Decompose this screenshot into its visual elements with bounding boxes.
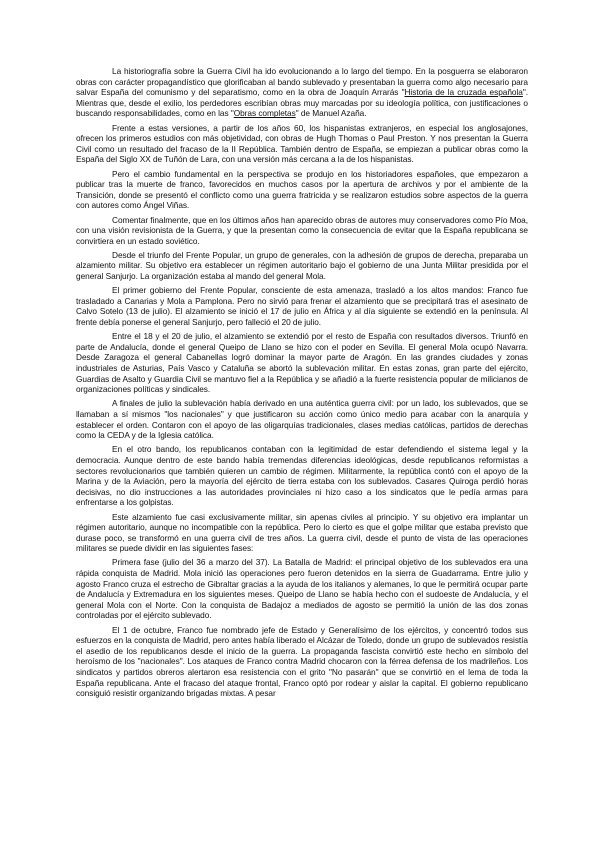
paragraph-military-phases: Este alzamiento fue casi exclusivamente militar, sin apenas civiles al principio. Y su objetivo era implantar un régimen autoritario, aunque no incompatible con la república. Pero lo cierto es que el golpe militar que estaba previsto que durase poco, se transformó en una guerra civil de tres años. La guerra civil, desde el punto de vista de las operaciones militares se puede dividir en las siguientes fases: [76, 511, 528, 554]
paragraph-uprising-spread: Entre el 18 y el 20 de julio, el alzamiento se extendió por el resto de España con resultados diversos. Triunfó en parte de Andalucía, donde el general Queipo de Llano se hizo con el poder en Sevilla. El general Mola ocupó Navarra. Desde Zaragoza el general Cabanellas logró dominar la mayor parte de Aragón. En las grandes ciudades y zonas industriales de Asturias, País Vasco y Cataluña se abortó la sublevación militar. En estas zonas, gran parte del ejército, Guardias de Asalto y Guardia Civil se mantuvo fiel a la República y se añadió a la fuerte resistencia popular de milicianos de organizaciones políticas y sindicales. [76, 331, 528, 395]
paragraph-historiography [76, 66, 528, 119]
paragraph-republicans: En el otro bando, los republicanos contaban con la legitimidad de estar defendiendo el sistema legal y la democracia. Aunque dentro de este bando había tremendas diferencias ideológicas, desde republicanos reformistas a sectores revolucionarios que también quieren un cambio de régimen. Militarmente, la república contó con el apoyo de la Marina y de la Aviación, pero la mayoría del ejército de tierra estaba con los sublevados. Casares Quiroga perdió horas decisivas, no dio instrucciones a las autoridades provinciales ni hizo caso a los sindicatos que le pedía armas para enfrentarse a los golpistas. [76, 444, 528, 508]
paragraph-1-text-b: ". Mientras que, desde el exilio, los perdedores escribían obras muy marcadas por su ideología política, con justificaciones o buscando responsabilidades, como en las " [76, 87, 528, 119]
paragraph-first-government: El primer gobierno del Frente Popular, consciente de esta amenaza, trasladó a los altos mandos: Franco fue trasladado a Canarias y Mola a Pamplona. Pero no sirvió para frenar el alzamiento que se precipitará tras el asesinato de Calvo Sotelo (13 de julio). El alzamiento se inició el 17 de julio en África y al día siguiente se extendió en la península. Al frente debía ponerse el general Sanjurjo, pero falleció el 20 de julio. [76, 285, 528, 328]
paragraph-hispanists: Frente a estas versiones, a partir de los años 60, los hispanistas extranjeros, en especial los anglosajones, ofrecen los primeros estudios con más objetividad, con obras de Hugh Thomas o Paul Preston. Y nos presentan la Guerra Civil como un resultado del fracaso de la II República. También dentro de España, se empiezan a publicar obras como la España del Siglo XX de Tuñón de Lara, con una versión más cercana a la de los hispanistas. [76, 122, 528, 165]
paragraph-1-text-a: La historiografía sobre la Guerra Civil ha ido evolucionando a lo largo del tiempo. En la posguerra se elaboraron obras con carácter propagandístico que glorificaban al bando sublevado y presentaban la guerra como algo necesario para salvar España del comunismo y del separatismo, como en la obra de Joaquín Arrarás " [76, 66, 528, 98]
link-historia-cruzada[interactable]: Historia de la cruzada española [404, 87, 523, 98]
paragraph-frente-popular: Desde el triunfo del Frente Popular, un grupo de generales, con la adhesión de grupos de derecha, preparaba un alzamiento militar. Su objetivo era establecer un régimen autoritario bajo el gobierno de una Junta Militar presidida por el general Sanjurjo. La organización estaba al mando del general Mola. [76, 249, 528, 282]
paragraph-nationals: A finales de julio la sublevación había derivado en una auténtica guerra civil: por un lado, los sublevados, que se llamaban a sí mismos "los nacionales" y que justificaron su acción como único medio para acabar con la anarquía y establecer el orden. Contaron con el apoyo de las oligarquías tradicionales, clases medias católicas, partidos de derechas como la CEDA y de la Iglesia católica. [76, 398, 528, 441]
document-body [76, 66, 528, 702]
paragraph-franco-madrid: El 1 de octubre, Franco fue nombrado jefe de Estado y Generalísimo de los ejércitos, y concentró todos sus esfuerzos en la conquista de Madrid, pero antes había liberado el Alcázar de Toledo, donde un grupo de sublevados resistía el asedio de los republicanos desde el inicio de la guerra. La propaganda fascista convirtió este hecho en símbolo del heroísmo de los "nacionales". Los ataques de Franco contra Madrid chocaron con la férrea defensa de los madrileños. Los sindicatos y partidos obreros alertaron esa resistencia con el grito "No pasarán" que se convirtió en el lema de toda la España republicana. Ante el fracaso del ataque frontal, Franco optó por rodear y aislar la capital. El gobierno republicano consiguió resistir organizando brigadas mixtas. A pesar [76, 624, 528, 699]
paragraph-revisionists: Comentar finalmente, que en los últimos años han aparecido obras de autores muy conservadores como Pío Moa, con una visión revisionista de la Guerra, y que la presentan como la consecuencia de evitar que la España republicana se convirtiera en un estado soviético. [76, 214, 528, 246]
link-obras-completas[interactable]: Obras completas [233, 108, 296, 119]
paragraph-spanish-historians: Pero el cambio fundamental en la perspectiva se produjo en los historiadores españoles, que empezaron a publicar tras la muerte de franco, favorecidos en muchos casos por la apertura de archivos y por el ambiente de la Transición, donde se presentó el conflicto como una guerra fratricida y se realizaron estudios sobre aspectos de la guerra con autores como Ángel Viñas. [76, 168, 528, 211]
paragraph-first-phase: Primera fase (julio del 36 a marzo del 37). La Batalla de Madrid: el principal objetivo de los sublevados era una rápida conquista de Madrid. Mola inició las operaciones pero fueron detenidos en la sierra de Guadarrama. Entre julio y agosto Franco cruza el estrecho de Gibraltar gracias a la ayuda de los italianos y alemanes, lo que le permitirá ocupar parte de Andalucía y Extremadura en los siguientes meses. Queipo de Llano se había hecho con el sudoeste de Andalucía, y el general Mola con el Norte. Con la conquista de Badajoz a mediados de agosto se permitió la unión de las dos zonas controladas por el ejército sublevado. [76, 557, 528, 621]
paragraph-1-text-c: " de Manuel Azaña. [295, 108, 367, 119]
